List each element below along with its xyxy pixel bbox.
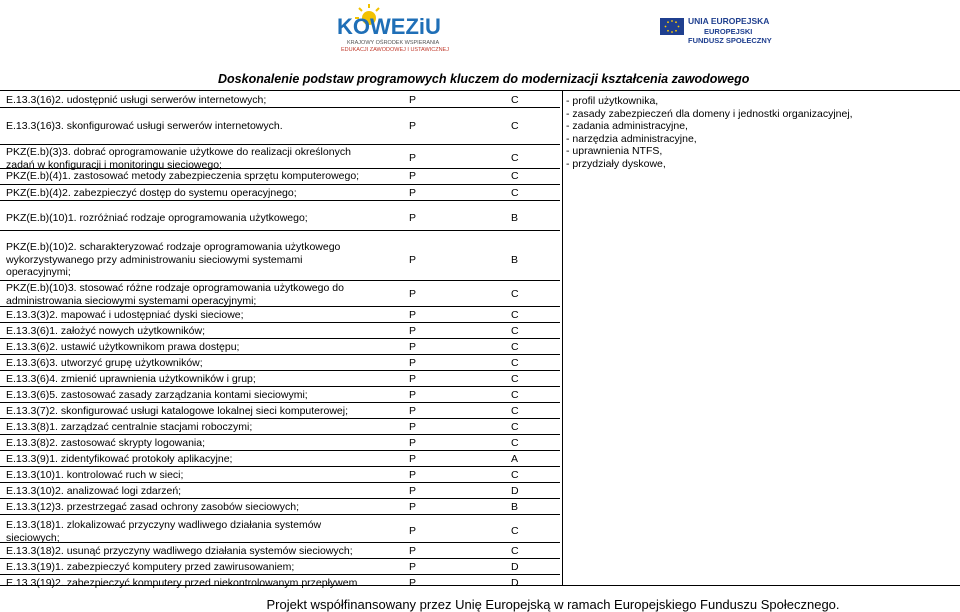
effect-text-line: wykorzystywanego przy administrowaniu sieciowymi systemami <box>6 253 303 266</box>
eu-line-2: EUROPEJSKI <box>704 27 753 36</box>
table-row <box>6 170 562 183</box>
effect-text <box>6 485 351 498</box>
effect-text-line: E.13.3(6)5. zastosować zasady zarządzania kontami sieciowymi; <box>6 389 308 401</box>
effect-text-line: E.13.3(3)2. mapować i udostępniać dyski sieciowe; <box>6 309 244 321</box>
category-cell: P <box>409 170 417 182</box>
category-cell: P <box>409 253 417 266</box>
effect-text <box>6 437 351 450</box>
table-row <box>6 485 562 498</box>
category-cell: P <box>409 545 417 557</box>
effect-text-line: PKZ(E.b)(4)2. zabezpieczyć dostęp do systemu operacyjnego; <box>6 187 297 199</box>
effect-text-line: zadań w konfiguracji i monitoringu sieciowego; <box>6 158 222 171</box>
row-separator <box>0 434 560 435</box>
row-separator <box>0 200 560 201</box>
effect-text <box>6 561 351 574</box>
effect-text <box>6 94 351 107</box>
footer <box>0 597 960 612</box>
effect-text <box>6 373 351 386</box>
effect-text <box>6 421 351 434</box>
row-separator <box>0 230 560 231</box>
effect-text <box>6 577 358 590</box>
row-separator <box>0 370 560 371</box>
effect-text-line: PKZ(E.b)(3)3. dobrać oprogramowanie użytkowe do realizacji określonych <box>6 146 351 158</box>
effect-text <box>6 325 351 338</box>
effect-text <box>6 120 351 133</box>
category-cell: P <box>409 437 417 449</box>
effect-text <box>6 357 351 370</box>
level-cell: C <box>511 94 519 106</box>
row-separator <box>0 386 560 387</box>
footer-rule <box>0 585 960 586</box>
effect-text-line: E.13.3(6)1. założyć nowych użytkowników; <box>6 325 206 337</box>
kowezu-wordmark: KOWEZiU <box>337 14 441 39</box>
row-separator <box>0 402 560 403</box>
category-cell: P <box>409 405 417 417</box>
category-cell: P <box>409 421 417 433</box>
category-cell: P <box>409 469 417 481</box>
table-row <box>6 325 562 338</box>
level-cell: C <box>511 325 519 337</box>
content-item: - przydziały dyskowe, <box>566 157 666 170</box>
category-cell: P <box>409 501 417 513</box>
row-separator <box>0 514 560 515</box>
eu-line-3: FUNDUSZ SPOŁECZNY <box>688 36 772 45</box>
table-row <box>6 120 562 133</box>
effect-text-line: E.13.3(16)2. udostępnić usługi serwerów internetowych; <box>6 94 267 106</box>
table-row <box>6 501 562 514</box>
table-row <box>6 212 562 225</box>
row-separator <box>0 574 560 575</box>
effect-text <box>6 241 351 279</box>
effect-text <box>6 187 351 200</box>
row-separator <box>0 338 560 339</box>
kowezu-sub-1: KRAJOWY OŚRODEK WSPIERANIA <box>347 40 440 46</box>
row-separator <box>0 498 560 499</box>
effect-text <box>6 519 351 544</box>
table-row <box>6 282 562 307</box>
row-separator <box>0 184 560 185</box>
level-cell: C <box>511 309 519 321</box>
table-row <box>6 519 562 544</box>
effect-text-line: E.13.3(12)3. przestrzegać zasad ochrony zasobów sieciowych; <box>6 501 299 513</box>
level-cell: C <box>511 288 519 301</box>
table-row <box>6 241 562 279</box>
effect-text-line: E.13.3(18)1. zlokalizować przyczyny wadliwego działania systemów <box>6 519 322 531</box>
effect-text <box>6 212 351 225</box>
effect-text-line: PKZ(E.b)(10)2. scharakteryzować rodzaje oprogramowania użytkowego <box>6 241 341 253</box>
row-separator <box>0 466 560 467</box>
table-row <box>6 373 562 386</box>
category-cell: P <box>409 453 417 465</box>
effect-text-line: administrowania sieciowymi systemami operacyjnymi; <box>6 294 257 307</box>
row-separator <box>0 542 560 543</box>
effect-text-line: E.13.3(6)4. zmienić uprawnienia użytkowników i grup; <box>6 373 256 385</box>
content-item: - zadania administracyjne, <box>566 120 688 132</box>
effect-text-line: E.13.3(10)2. analizować logi zdarzeń; <box>6 485 182 497</box>
category-cell: P <box>409 577 417 589</box>
category-cell: P <box>409 309 417 321</box>
level-cell: D <box>511 485 519 497</box>
table-row <box>6 405 562 418</box>
effect-text <box>6 545 351 558</box>
effect-text <box>6 170 360 183</box>
category-cell: P <box>409 187 417 199</box>
table-row <box>6 453 562 466</box>
effect-text-line: PKZ(E.b)(10)1. rozróżniać rodzaje oprogramowania użytkowego; <box>6 212 308 224</box>
effect-text <box>6 453 351 466</box>
level-cell: C <box>511 357 519 369</box>
page-header-title: Doskonalenie podstaw programowych kluczem do modernizacji kształcenia zawodowego <box>218 72 750 86</box>
category-cell: P <box>409 120 417 132</box>
eu-logo-graphic <box>660 10 772 50</box>
effect-text-line: operacyjnymi; <box>6 266 71 278</box>
effect-text <box>6 501 351 514</box>
effect-text-line: E.13.3(19)1. zabezpieczyć komputery przed zawirusowaniem; <box>6 561 295 573</box>
row-separator <box>0 306 560 307</box>
table-row <box>6 341 562 354</box>
row-separator <box>0 168 560 169</box>
table-row <box>6 94 562 107</box>
effect-text-line: E.13.3(8)2. zastosować skrypty logowania; <box>6 437 206 449</box>
level-cell: C <box>511 525 519 538</box>
header-rule <box>0 90 960 91</box>
table-row <box>6 437 562 450</box>
effect-text <box>6 341 351 354</box>
table-row <box>6 389 562 402</box>
effect-text <box>6 309 351 322</box>
level-cell: C <box>511 389 519 401</box>
level-cell: C <box>511 437 519 449</box>
effect-text-line: E.13.3(16)3. skonfigurować usługi serwerów internetowych. <box>6 120 283 132</box>
table-row <box>6 577 562 590</box>
row-separator <box>0 482 560 483</box>
footer-text: Projekt współfinansowany przez Unię Europejską w ramach Europejskiego Funduszu Społecznego. <box>266 597 840 612</box>
effect-text-line: PKZ(E.b)(4)1. zastosować metody zabezpieczenia sprzętu komputerowego; <box>6 170 360 182</box>
level-cell: A <box>511 453 519 465</box>
level-cell: D <box>511 577 519 589</box>
level-cell: B <box>511 501 519 513</box>
table-row <box>6 187 562 200</box>
level-cell: C <box>511 152 519 165</box>
effect-text <box>6 405 351 418</box>
column-divider <box>562 91 563 585</box>
level-cell: C <box>511 341 519 353</box>
level-cell: C <box>511 545 519 557</box>
row-separator <box>0 144 560 145</box>
category-cell: P <box>409 325 417 337</box>
category-cell: P <box>409 152 417 165</box>
category-cell: P <box>409 212 417 224</box>
table-row <box>6 421 562 434</box>
level-cell: C <box>511 170 519 182</box>
eu-line-1: UNIA EUROPEJSKA <box>688 16 770 26</box>
row-separator <box>0 450 560 451</box>
effect-text-line: E.13.3(6)3. utworzyć grupę użytkowników; <box>6 357 203 369</box>
level-cell: C <box>511 373 519 385</box>
content-item: - zasady zabezpieczeń dla domeny i jednostki organizacyjnej, <box>566 107 853 120</box>
eu-logo <box>660 10 772 50</box>
category-cell: P <box>409 94 417 106</box>
category-cell: P <box>409 357 417 369</box>
level-cell: C <box>511 405 519 417</box>
row-separator <box>0 280 560 281</box>
row-separator <box>0 354 560 355</box>
effect-text-line: E.13.3(9)1. zidentyfikować protokoły aplikacyjne; <box>6 453 233 465</box>
effect-text-line: PKZ(E.b)(10)3. stosować różne rodzaje oprogramowania użytkowego do <box>6 282 344 294</box>
effect-text-line: E.13.3(18)2. usunąć przyczyny wadliwego działania systemów sieciowych; <box>6 545 353 557</box>
kowezu-logo <box>333 0 483 56</box>
level-cell: B <box>511 212 519 224</box>
level-cell: C <box>511 120 519 132</box>
row-separator <box>0 418 560 419</box>
table-row <box>6 545 562 558</box>
level-cell: C <box>511 187 519 199</box>
effect-text-line: E.13.3(6)2. ustawić użytkownikom prawa dostępu; <box>6 341 240 353</box>
row-separator <box>0 322 560 323</box>
kowezu-sub-2: EDUKACJI ZAWODOWEJ I USTAWICZNEJ <box>341 47 449 53</box>
table-row <box>6 309 562 322</box>
effect-text <box>6 389 351 402</box>
category-cell: P <box>409 373 417 385</box>
category-cell: P <box>409 288 417 301</box>
category-cell: P <box>409 525 417 538</box>
effect-text <box>6 469 351 482</box>
table-row <box>6 561 562 574</box>
category-cell: P <box>409 561 417 573</box>
table-row <box>6 357 562 370</box>
level-cell: C <box>511 469 519 481</box>
effect-text-line: E.13.3(19)2. zabezpieczyć komputery przed niekontrolowanym przepływem <box>6 577 358 589</box>
effect-text-line: sieciowych; <box>6 531 60 544</box>
content-item: - narzędzia administracyjne, <box>566 132 697 145</box>
level-cell: C <box>511 421 519 433</box>
effect-text-line: E.13.3(8)1. zarządzać centralnie stacjami roboczymi; <box>6 421 253 433</box>
row-separator <box>0 107 560 108</box>
level-cell: D <box>511 561 519 573</box>
effect-text-line: E.13.3(10)1. kontrolować ruch w sieci; <box>6 469 184 481</box>
effect-text-line: E.13.3(7)2. skonfigurować usługi katalogowe lokalnej sieci komputerowej; <box>6 405 349 417</box>
kowezu-logo-graphic <box>333 0 483 56</box>
content-list <box>566 95 960 170</box>
row-separator <box>0 558 560 559</box>
content-item: - profil użytkownika, <box>566 95 659 107</box>
category-cell: P <box>409 341 417 353</box>
level-cell: B <box>511 253 519 266</box>
table-row <box>6 469 562 482</box>
category-cell: P <box>409 485 417 497</box>
category-cell: P <box>409 389 417 401</box>
effect-text <box>6 282 351 307</box>
content-item: - uprawnienia NTFS, <box>566 145 663 157</box>
